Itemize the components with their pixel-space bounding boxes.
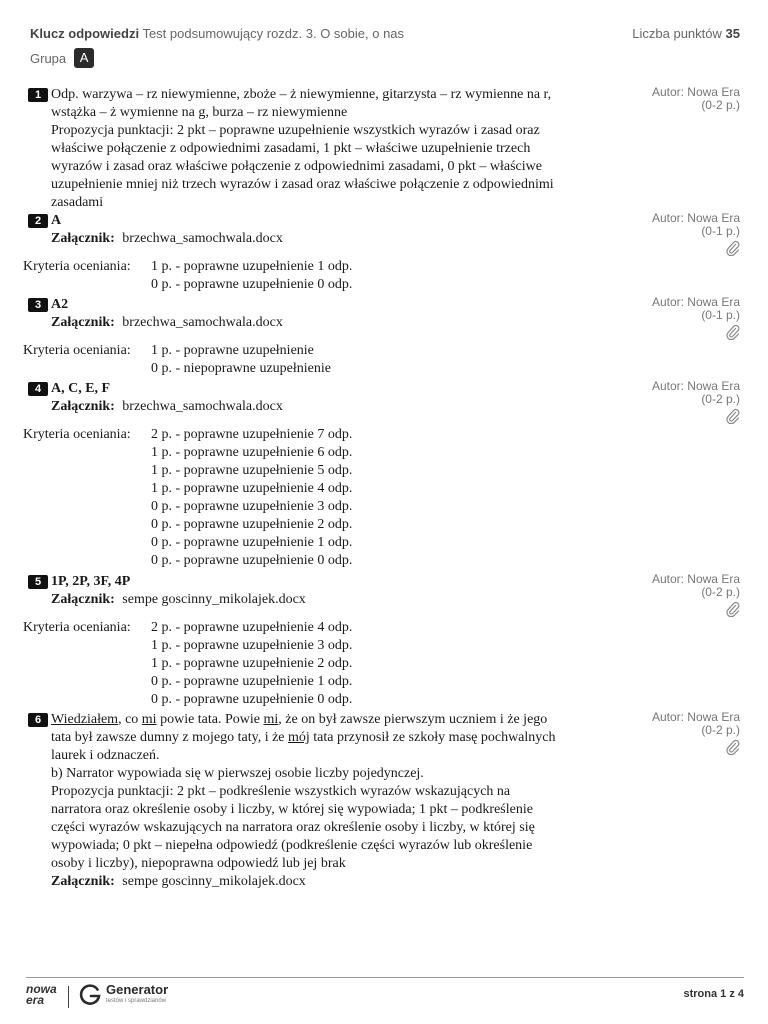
author-label: Autor: Nowa Era <box>651 379 740 393</box>
logo-divider <box>68 986 69 1008</box>
points-range: (0-2 p.) <box>701 98 740 112</box>
criteria-line: 0 p. - poprawne uzupełnienie 0 odp. <box>151 277 353 292</box>
criteria-line: 0 p. - niepoprawne uzupełnienie <box>151 361 331 376</box>
attachment <box>51 398 646 416</box>
underlined-word: Wiedziałem <box>51 712 119 727</box>
points-range: (0-2 p.) <box>701 392 740 406</box>
author-label: Autor: Nowa Era <box>651 85 740 99</box>
criteria-line: 0 p. - poprawne uzupełnienie 0 odp. <box>151 692 353 707</box>
group-badge: A <box>74 48 94 68</box>
scoring-line: Propozycja punktacji: 2 pkt – podkreślenie wszystkich wyrazów wskazujących na <box>51 784 511 799</box>
answer-line: wstążka – ż wymienne na g, burza – rz niewymienne <box>51 105 348 120</box>
page-footer <box>26 977 744 1017</box>
attachment-file[interactable]: brzechwa_samochwala.docx <box>122 231 283 246</box>
criteria-line: 0 p. - poprawne uzupełnienie 0 odp. <box>151 553 353 568</box>
criteria-line: 2 p. - poprawne uzupełnienie 7 odp. <box>151 427 353 442</box>
answer-line: Odp. warzywa – rz niewymienne, zboże – ż niewymienne, gitarzysta – rz wymienne na r, <box>51 87 552 102</box>
task-meta <box>652 573 740 617</box>
underlined-word: mi <box>141 712 157 727</box>
task-4 <box>23 379 768 570</box>
document-title <box>30 26 404 41</box>
criteria-line: 0 p. - poprawne uzupełnienie 1 odp. <box>151 535 353 550</box>
task-meta <box>652 711 740 755</box>
criteria <box>23 258 646 294</box>
answer-line: tata był zawsze dumny z mojego taty, i że mój tata przynosił ze szkoły masę pochwalnych <box>51 730 556 745</box>
attachment-file[interactable]: sempe goscinny_mikolajek.docx <box>122 874 306 889</box>
scoring-line: właściwe połączenie z odpowiednimi zasadami, 1 pkt – właściwe uzupełnienie trzech <box>51 141 531 156</box>
task-number: 6 <box>28 713 48 727</box>
task-body <box>23 573 646 709</box>
page-number: strona 1 z 4 <box>683 988 744 1000</box>
criteria-line: 2 p. - poprawne uzupełnienie 4 odp. <box>151 620 353 635</box>
criteria <box>23 619 646 709</box>
criteria-line: 1 p. - poprawne uzupełnienie 4 odp. <box>151 481 353 496</box>
task-1 <box>28 86 768 212</box>
criteria-line: 1 p. - poprawne uzupełnienie 6 odp. <box>151 445 353 460</box>
task-meta <box>652 380 740 424</box>
generator-g-icon <box>78 983 102 1007</box>
scoring-line: Propozycja punktacji: 2 pkt – poprawne uzupełnienie wszystkich wyrazów i zasad oraz <box>51 123 540 138</box>
task-number: 4 <box>28 382 48 396</box>
author-label: Autor: Nowa Era <box>651 710 740 724</box>
paperclip-icon[interactable] <box>726 601 740 617</box>
attachment-file[interactable]: brzechwa_samochwala.docx <box>122 399 283 414</box>
task-2 <box>23 211 768 294</box>
task-body <box>51 86 646 212</box>
attachment <box>51 873 646 891</box>
task-body <box>23 380 646 570</box>
attachment-label: Załącznik: <box>51 231 115 246</box>
attachment <box>51 591 646 609</box>
author-label: Autor: Nowa Era <box>651 572 740 586</box>
task-3 <box>23 295 768 378</box>
answer-line: laurek i odznaczeń. <box>51 748 160 763</box>
paperclip-icon[interactable] <box>726 324 740 340</box>
scoring-line: narratora oraz określenie osoby i liczby, w której się wypowiada; 1 pkt – podkreślenie <box>51 802 533 817</box>
brand-name: Generator <box>106 982 169 997</box>
task-6 <box>28 711 768 891</box>
underlined-word: mój <box>288 730 310 745</box>
criteria-line: 0 p. - poprawne uzupełnienie 2 odp. <box>151 517 353 532</box>
task-meta <box>652 296 740 340</box>
scoring-line: wyrazów i zasad oraz właściwe połączenie z odpowiednimi zasadami, 0 pkt – właściwe <box>51 159 542 174</box>
brand-subtitle: testów i sprawdzianów <box>106 998 167 1004</box>
author-label: Autor: Nowa Era <box>651 211 740 225</box>
group-label: Grupa <box>30 50 67 66</box>
attachment-label: Załącznik: <box>51 399 115 414</box>
criteria <box>23 342 646 378</box>
attachment <box>51 314 646 332</box>
criteria-label: Kryteria oceniania: <box>23 620 131 635</box>
task-meta <box>652 212 740 256</box>
points-range: (0-1 p.) <box>701 224 740 238</box>
criteria-line: 0 p. - poprawne uzupełnienie 1 odp. <box>151 674 353 689</box>
criteria-label: Kryteria oceniania: <box>23 343 131 358</box>
points-label: Liczba punktów <box>632 26 722 41</box>
criteria-label: Kryteria oceniania: <box>23 427 131 442</box>
task-body <box>23 212 646 294</box>
points-range: (0-2 p.) <box>701 723 740 737</box>
answer: A <box>51 213 62 228</box>
scoring-line: części wyrazów wskazujących na narratora oraz określenie osoby i liczby, w której się <box>51 820 535 835</box>
criteria-label: Kryteria oceniania: <box>23 259 131 274</box>
task-5 <box>23 572 768 709</box>
task-number: 3 <box>28 298 48 312</box>
criteria-line: 0 p. - poprawne uzupełnienie 3 odp. <box>151 499 353 514</box>
title-bold: Klucz odpowiedzi <box>30 26 140 41</box>
criteria-line: 1 p. - poprawne uzupełnienie 2 odp. <box>151 656 353 671</box>
paperclip-icon[interactable] <box>726 739 740 755</box>
scoring-line: zasadami <box>51 195 104 210</box>
task-number: 5 <box>28 575 48 589</box>
scoring-line: osoby i liczby), niepoprawna odpowiedź lub jej brak <box>51 856 346 871</box>
author-label: Autor: Nowa Era <box>651 295 740 309</box>
task-meta <box>652 86 740 112</box>
paperclip-icon[interactable] <box>726 408 740 424</box>
underlined-word: mi <box>263 712 279 727</box>
attachment-file[interactable]: sempe goscinny_mikolajek.docx <box>122 592 306 607</box>
points-value: 35 <box>725 26 740 41</box>
answer: 1P, 2P, 3F, 4P <box>51 574 131 589</box>
points-range: (0-2 p.) <box>701 585 740 599</box>
points-range: (0-1 p.) <box>701 308 740 322</box>
nowa-era-logo: nowa era <box>26 982 57 1007</box>
attachment-label: Załącznik: <box>51 874 115 889</box>
answer: A, C, E, F <box>51 381 111 396</box>
scoring-line: wypowiada; 0 pkt – niepełna odpowiedź (podkreślenie części wyrazów lub określenie <box>51 838 533 853</box>
task-body <box>51 711 646 891</box>
attachment-label: Załącznik: <box>51 592 115 607</box>
points-total <box>632 26 740 41</box>
answer-line: Wiedziałem, co mi powie tata. Powie mi, że on był zawsze pierwszym uczniem i że jego <box>51 712 548 727</box>
criteria-line: 1 p. - poprawne uzupełnienie 5 odp. <box>151 463 353 478</box>
answer: A2 <box>51 297 69 312</box>
generator-logo <box>106 983 168 1005</box>
task-body <box>23 296 646 378</box>
group-indicator <box>30 48 94 68</box>
title-rest: Test podsumowujący rozdz. 3. O sobie, o nas <box>142 26 405 41</box>
scoring-line: uzupełnienie mniej niż trzech wyrazów i zasad oraz właściwe połączenie z odpowiednimi <box>51 177 554 192</box>
paperclip-icon[interactable] <box>726 240 740 256</box>
attachment-label: Załącznik: <box>51 315 115 330</box>
answer-line: b) Narrator wypowiada się w pierwszej osobie liczby pojedynczej. <box>51 766 424 781</box>
attachment <box>51 230 646 248</box>
task-number: 1 <box>28 88 48 102</box>
criteria-line: 1 p. - poprawne uzupełnienie <box>151 343 314 358</box>
criteria-line: 1 p. - poprawne uzupełnienie 1 odp. <box>151 259 353 274</box>
task-number: 2 <box>28 214 48 228</box>
attachment-file[interactable]: brzechwa_samochwala.docx <box>122 315 283 330</box>
criteria-line: 1 p. - poprawne uzupełnienie 3 odp. <box>151 638 353 653</box>
criteria <box>23 426 646 570</box>
